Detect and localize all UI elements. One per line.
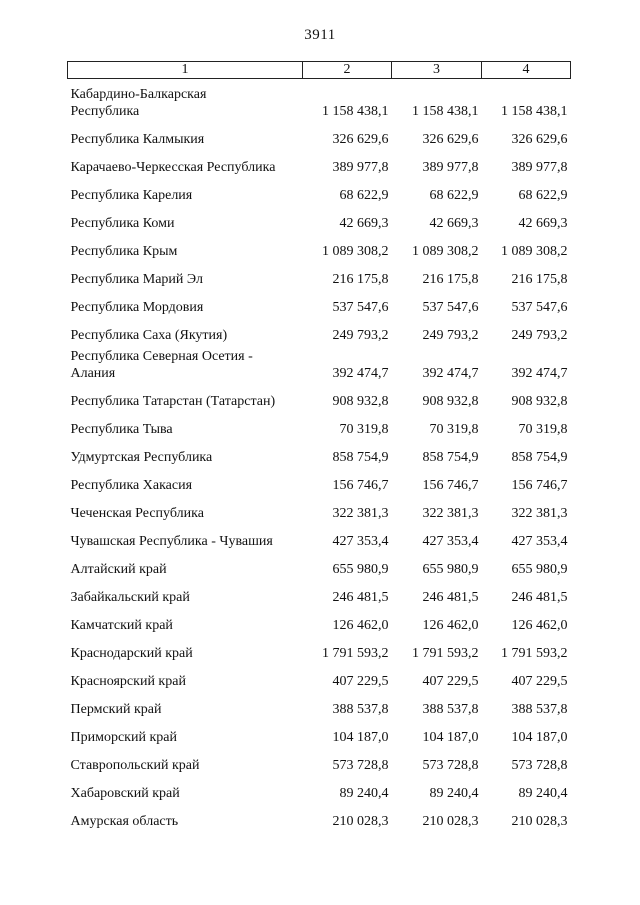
value-col-3: 655 980,9 — [422, 562, 479, 577]
table-row — [68, 410, 571, 438]
table-row — [68, 522, 571, 550]
table-row — [68, 690, 571, 718]
region-name — [68, 382, 303, 410]
region-name — [68, 148, 303, 176]
value-col-2: 1 791 593,2 — [322, 646, 389, 661]
value-col-2: 655 980,9 — [332, 562, 389, 577]
table-row — [68, 662, 571, 690]
region-name — [68, 466, 303, 494]
value-col-3: 104 187,0 — [422, 730, 479, 745]
value-col-2: 858 754,9 — [332, 450, 389, 465]
region-name — [68, 606, 303, 634]
value-col-2: 246 481,5 — [332, 590, 389, 605]
region-name-line: Приморский край — [70, 730, 177, 745]
region-name-line: Республика Мордовия — [70, 300, 204, 315]
value-col-3: 68 622,9 — [429, 188, 479, 203]
value-col-4: 210 028,3 — [511, 814, 568, 829]
value-col-3: 537 547,6 — [422, 300, 479, 315]
table-row — [68, 176, 571, 204]
value-col-3: 249 793,2 — [422, 328, 479, 343]
region-name — [68, 260, 303, 288]
value-col-4: 908 932,8 — [511, 394, 568, 409]
page-number: 3911 — [304, 27, 336, 43]
region-name-line: Пермский край — [70, 702, 162, 717]
value-col-4: 126 462,0 — [511, 618, 568, 633]
region-name-line: Карачаево-Черкесская Республика — [70, 160, 276, 175]
value-col-2: 216 175,8 — [332, 272, 389, 287]
region-name — [68, 438, 303, 466]
table-row — [68, 204, 571, 232]
value-col-2: 389 977,8 — [332, 160, 389, 175]
value-col-4: 392 474,7 — [511, 366, 568, 381]
value-col-2: 104 187,0 — [332, 730, 389, 745]
region-name-line: Удмуртская Республика — [70, 450, 213, 465]
region-name-line: Республика Коми — [70, 216, 175, 231]
region-name — [68, 802, 303, 830]
value-col-4: 407 229,5 — [511, 674, 568, 689]
table-row — [68, 148, 571, 176]
value-col-2: 537 547,6 — [332, 300, 389, 315]
value-col-3: 392 474,7 — [422, 366, 479, 381]
region-name — [68, 204, 303, 232]
region-name — [68, 578, 303, 606]
value-col-3: 1 158 438,1 — [412, 104, 479, 119]
table-row — [68, 746, 571, 774]
value-col-4: 216 175,8 — [511, 272, 568, 287]
region-name-line: Камчатский край — [70, 618, 173, 633]
region-name-line: Республика Северная Осетия - — [70, 349, 253, 364]
header-col-4: 4 — [482, 62, 571, 79]
value-col-3: 427 353,4 — [422, 534, 479, 549]
region-name — [68, 79, 303, 121]
header-col-1: 1 — [68, 62, 303, 79]
table-row — [68, 494, 571, 522]
value-col-4: 858 754,9 — [511, 450, 568, 465]
table-body — [68, 79, 571, 831]
region-name-line: Амурская область — [70, 814, 179, 829]
table-row — [68, 550, 571, 578]
value-col-4: 322 381,3 — [511, 506, 568, 521]
table-row — [68, 79, 571, 121]
value-col-2: 89 240,4 — [339, 786, 389, 801]
table-row — [68, 120, 571, 148]
value-col-2: 388 537,8 — [332, 702, 389, 717]
region-name-line: Республика — [70, 104, 140, 119]
value-col-3: 70 319,8 — [429, 422, 479, 437]
table-row — [68, 232, 571, 260]
value-col-2: 407 229,5 — [332, 674, 389, 689]
header-col-2: 2 — [303, 62, 392, 79]
region-name — [68, 410, 303, 438]
value-col-2: 427 353,4 — [332, 534, 389, 549]
region-name-line: Алтайский край — [70, 562, 167, 577]
value-col-3: 89 240,4 — [429, 786, 479, 801]
region-name-line: Республика Марий Эл — [70, 272, 203, 287]
region-name-line: Чувашская Республика - Чувашия — [70, 534, 273, 549]
region-name — [68, 344, 303, 382]
value-col-2: 42 669,3 — [339, 216, 389, 231]
budget-table — [67, 61, 571, 830]
value-col-3: 407 229,5 — [422, 674, 479, 689]
table-row — [68, 634, 571, 662]
value-col-4: 573 728,8 — [511, 758, 568, 773]
region-name — [68, 634, 303, 662]
value-col-3: 126 462,0 — [422, 618, 479, 633]
value-col-4: 246 481,5 — [511, 590, 568, 605]
value-col-3: 389 977,8 — [422, 160, 479, 175]
value-col-4: 537 547,6 — [511, 300, 568, 315]
value-col-4: 655 980,9 — [511, 562, 568, 577]
region-name — [68, 288, 303, 316]
value-col-3: 573 728,8 — [422, 758, 479, 773]
header-col-3: 3 — [392, 62, 482, 79]
table-row — [68, 466, 571, 494]
value-col-4: 104 187,0 — [511, 730, 568, 745]
table-row — [68, 606, 571, 634]
value-col-2: 249 793,2 — [332, 328, 389, 343]
value-col-4: 42 669,3 — [518, 216, 568, 231]
value-col-2: 322 381,3 — [332, 506, 389, 521]
value-col-3: 908 932,8 — [422, 394, 479, 409]
region-name-line: Республика Крым — [70, 244, 178, 259]
value-col-4: 249 793,2 — [511, 328, 568, 343]
value-col-3: 246 481,5 — [422, 590, 479, 605]
value-col-2: 573 728,8 — [332, 758, 389, 773]
value-col-3: 1 089 308,2 — [412, 244, 479, 259]
table-row — [68, 382, 571, 410]
value-col-3: 210 028,3 — [422, 814, 479, 829]
table-row — [68, 260, 571, 288]
value-col-2: 70 319,8 — [339, 422, 389, 437]
region-name-line: Хабаровский край — [70, 786, 180, 801]
region-name — [68, 718, 303, 746]
value-col-2: 210 028,3 — [332, 814, 389, 829]
value-col-3: 42 669,3 — [429, 216, 479, 231]
table-row — [68, 316, 571, 344]
region-name — [68, 774, 303, 802]
value-col-2: 392 474,7 — [332, 366, 389, 381]
region-name-line: Забайкальский край — [70, 590, 190, 605]
region-name — [68, 550, 303, 578]
table-row — [68, 438, 571, 466]
table-row — [68, 288, 571, 316]
region-name-line: Республика Хакасия — [70, 478, 193, 493]
value-col-4: 427 353,4 — [511, 534, 568, 549]
region-name-line: Ставропольский край — [70, 758, 200, 773]
region-name — [68, 176, 303, 204]
region-name-line: Кабардино-Балкарская — [70, 87, 207, 102]
table-row — [68, 802, 571, 830]
region-name-line: Республика Татарстан (Татарстан) — [70, 394, 276, 409]
region-name-line: Краснодарский край — [70, 646, 193, 661]
value-col-3: 216 175,8 — [422, 272, 479, 287]
region-name — [68, 232, 303, 260]
value-col-4: 1 158 438,1 — [501, 104, 568, 119]
value-col-4: 388 537,8 — [511, 702, 568, 717]
region-name-line: Алания — [70, 366, 116, 381]
value-col-3: 858 754,9 — [422, 450, 479, 465]
region-name-line: Республика Калмыкия — [70, 132, 205, 147]
value-col-3: 1 791 593,2 — [412, 646, 479, 661]
value-col-3: 326 629,6 — [422, 132, 479, 147]
value-col-4: 89 240,4 — [518, 786, 568, 801]
value-col-2: 68 622,9 — [339, 188, 389, 203]
region-name — [68, 746, 303, 774]
region-name — [68, 690, 303, 718]
region-name-line: Красноярский край — [70, 674, 186, 689]
table-row — [68, 718, 571, 746]
region-name — [68, 662, 303, 690]
table-row — [68, 578, 571, 606]
value-col-4: 70 319,8 — [518, 422, 568, 437]
value-col-4: 326 629,6 — [511, 132, 568, 147]
region-name — [68, 120, 303, 148]
value-col-4: 68 622,9 — [518, 188, 568, 203]
value-col-2: 326 629,6 — [332, 132, 389, 147]
region-name — [68, 494, 303, 522]
value-col-3: 156 746,7 — [422, 478, 479, 493]
region-name-line: Республика Тыва — [70, 422, 173, 437]
value-col-3: 322 381,3 — [422, 506, 479, 521]
value-col-4: 1 089 308,2 — [501, 244, 568, 259]
value-col-2: 126 462,0 — [332, 618, 389, 633]
region-name — [68, 316, 303, 344]
value-col-4: 389 977,8 — [511, 160, 568, 175]
value-col-3: 388 537,8 — [422, 702, 479, 717]
table-row — [68, 774, 571, 802]
value-col-4: 156 746,7 — [511, 478, 568, 493]
region-name-line: Чеченская Республика — [70, 506, 204, 521]
value-col-2: 156 746,7 — [332, 478, 389, 493]
value-col-2: 1 089 308,2 — [322, 244, 389, 259]
region-name — [68, 522, 303, 550]
header-row — [68, 62, 571, 79]
value-col-2: 1 158 438,1 — [322, 104, 389, 119]
table-row — [68, 344, 571, 382]
value-col-4: 1 791 593,2 — [501, 646, 568, 661]
value-col-2: 908 932,8 — [332, 394, 389, 409]
region-name-line: Республика Карелия — [70, 188, 193, 203]
region-name-line: Республика Саха (Якутия) — [70, 328, 228, 343]
table-header — [68, 62, 571, 79]
